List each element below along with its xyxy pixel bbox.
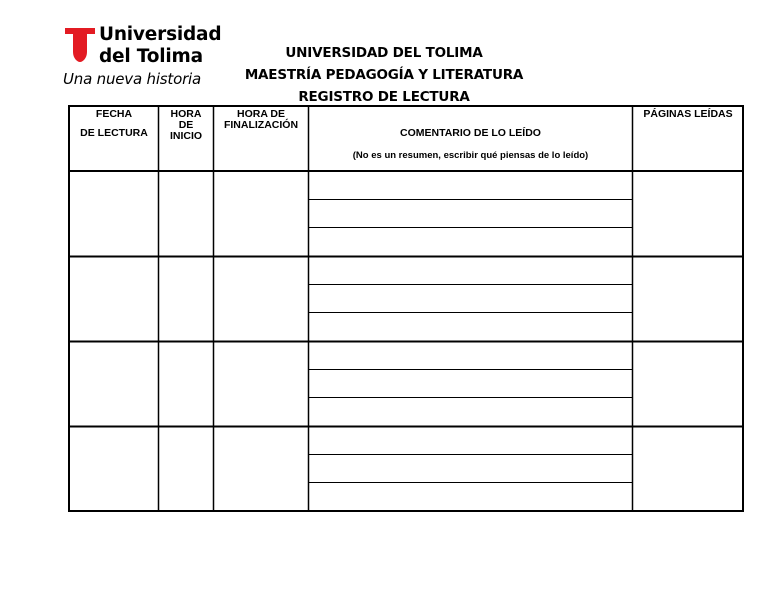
header-comentario-title: COMENTARIO DE LO LEÍDO [400, 127, 541, 139]
header-fecha-line2: DE LECTURA [80, 127, 148, 139]
header-hora-inicio-line1: HORA [170, 108, 202, 120]
logo-name-line2: del Tolima [99, 46, 203, 67]
header-hora-fin-line1: HORA DE [236, 108, 286, 120]
header-fecha [70, 109, 158, 139]
header-hora-fin-line2: FINALIZACIÓN [223, 119, 299, 131]
header-hora-inicio [159, 109, 213, 142]
logo-slogan: Una nueva historia [63, 70, 201, 88]
header-comentario-note [309, 150, 632, 161]
logo-name-line1: Universidad [99, 24, 222, 45]
header-hora-inicio-line2: DE [178, 119, 194, 131]
header-comentario-note-text: (No es un resumen, escribir qué piensas de lo leído) [352, 150, 589, 161]
title-line-form: REGISTRO DE LECTURA [298, 89, 470, 105]
header-paginas [633, 109, 743, 120]
header-hora-inicio-line3: INICIO [169, 130, 203, 142]
header-hora-fin [214, 109, 308, 131]
header-comentario [309, 128, 632, 139]
header-fecha-line1: FECHA [95, 108, 133, 120]
header-paginas-text: PÁGINAS LEÍDAS [643, 108, 733, 120]
title-line-university: UNIVERSIDAD DEL TOLIMA [285, 45, 483, 61]
title-line-program: MAESTRÍA PEDAGOGÍA Y LITERATURA [244, 67, 524, 83]
